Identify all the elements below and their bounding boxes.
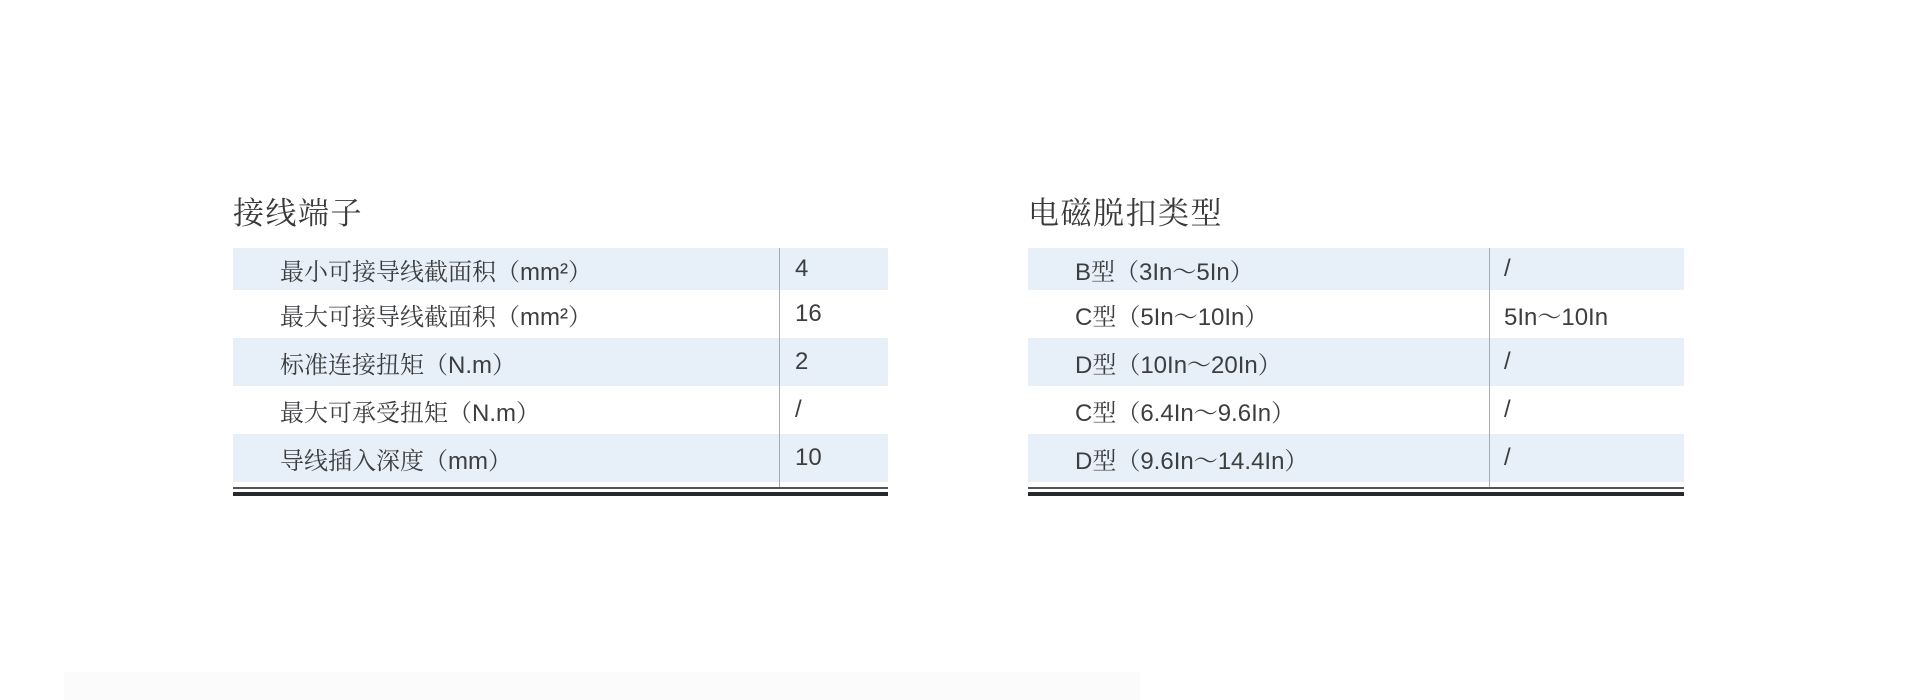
spec-value: / xyxy=(1504,255,1511,282)
spec-value: 4 xyxy=(795,255,809,282)
bottom-rule-thick xyxy=(233,492,888,496)
spec-value: / xyxy=(1504,396,1511,423)
spec-value: / xyxy=(795,396,802,423)
spec-label: B型（3In～5In） xyxy=(1075,258,1254,286)
bottom-rule-thick xyxy=(1028,492,1684,496)
spec-label: 导线插入深度（mm） xyxy=(280,447,512,475)
terminal-spec-title: 接线端子 xyxy=(233,196,363,231)
trip-type-spec-body xyxy=(1028,248,1684,482)
table-row xyxy=(1028,434,1684,482)
spec-label: 最小可接导线截面积（mm²） xyxy=(280,258,592,286)
spec-value: 2 xyxy=(795,348,809,375)
spec-label: C型（5In～10In） xyxy=(1075,303,1269,331)
spec-label: 最大可接导线截面积（mm²） xyxy=(280,303,592,331)
table-row xyxy=(233,434,888,482)
spec-label: D型（9.6In～14.4In） xyxy=(1075,447,1309,475)
bottom-rule xyxy=(1028,487,1684,496)
spec-value: 10 xyxy=(795,444,822,471)
spec-label: 最大可承受扭矩（N.m） xyxy=(280,399,540,427)
table-row xyxy=(233,290,888,338)
spec-value: 5In～10In xyxy=(1504,303,1609,331)
column-divider xyxy=(779,248,780,487)
spec-label: 标准连接扭矩（N.m） xyxy=(280,351,516,379)
terminal-spec-body xyxy=(233,248,888,482)
spec-label: C型（6.4In～9.6In） xyxy=(1075,399,1296,427)
table-row xyxy=(1028,290,1684,338)
terminal-spec-table xyxy=(233,198,888,496)
table-row xyxy=(1028,248,1684,290)
column-divider xyxy=(1489,248,1490,487)
bottom-rule xyxy=(233,487,888,496)
spec-value: 16 xyxy=(795,300,822,327)
table-row xyxy=(1028,338,1684,386)
table-row xyxy=(233,386,888,434)
spec-label: D型（10In～20In） xyxy=(1075,351,1282,379)
table-row xyxy=(233,338,888,386)
trip-type-spec-table xyxy=(1028,198,1684,496)
footer-band xyxy=(64,672,1140,700)
table-row xyxy=(233,248,888,290)
trip-type-spec-title: 电磁脱扣类型 xyxy=(1028,196,1223,231)
spec-value: / xyxy=(1504,444,1511,471)
table-row xyxy=(1028,386,1684,434)
spec-value: / xyxy=(1504,348,1511,375)
